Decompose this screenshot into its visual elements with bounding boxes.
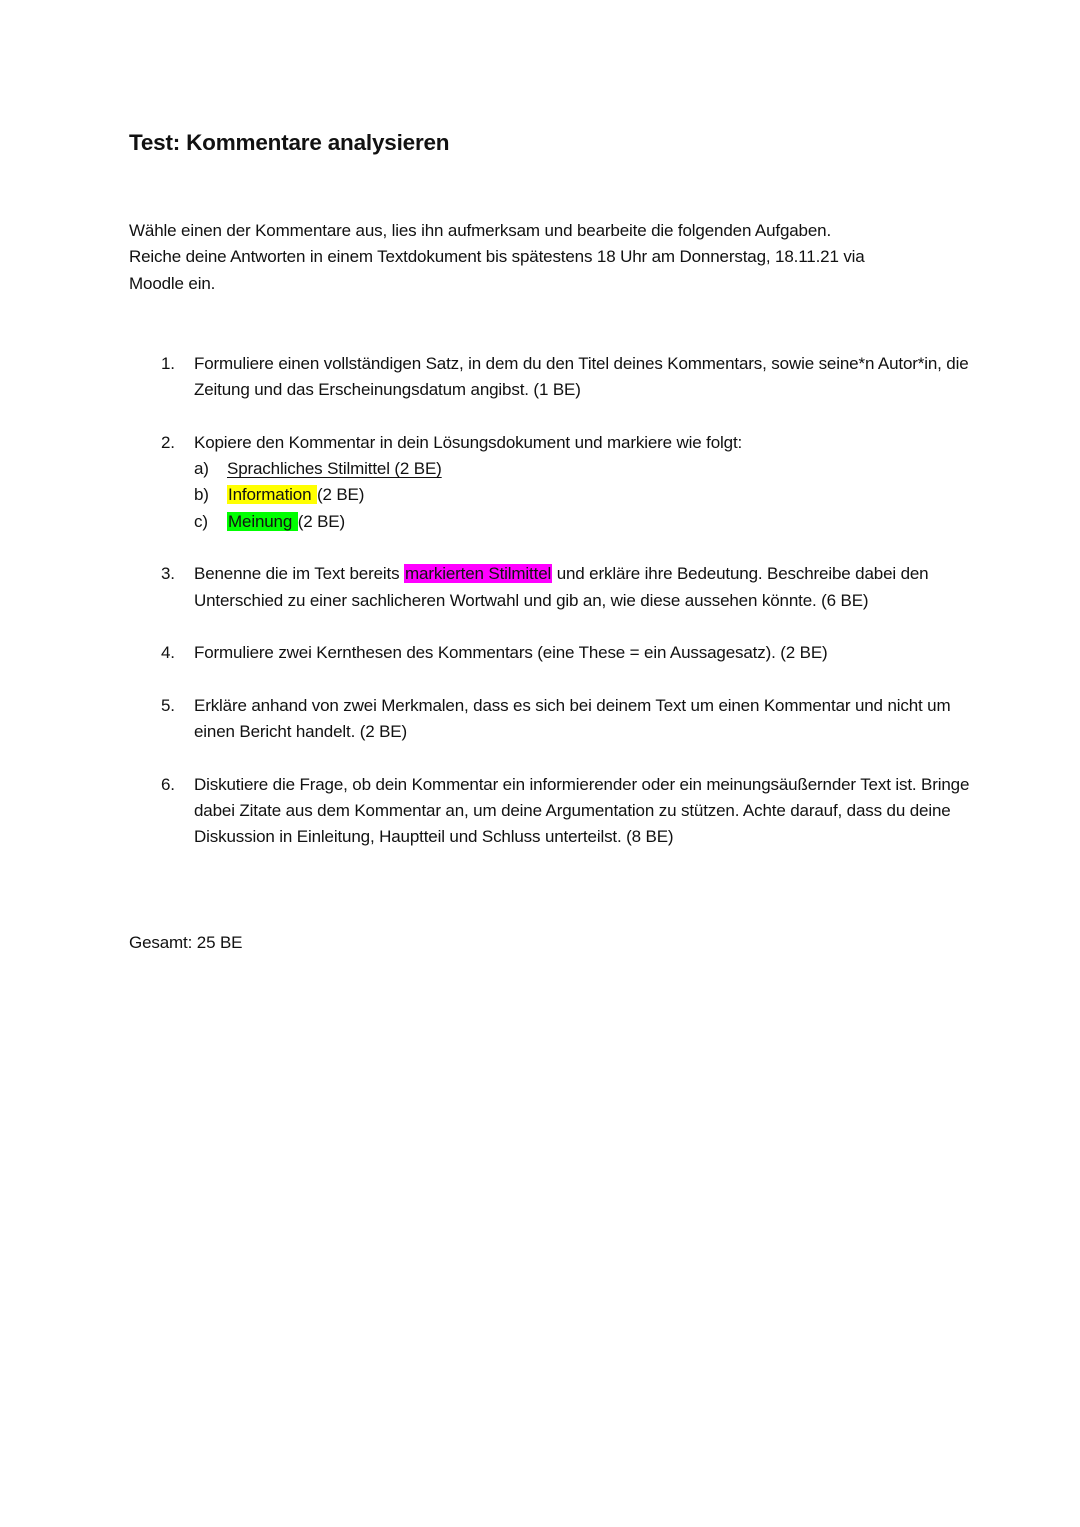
document-title: Test: Kommentare analysieren	[129, 130, 450, 155]
task-number: 4.	[161, 643, 175, 663]
task-text: Formuliere zwei Kernthesen des Kommentars (eine These = ein Aussagesatz). (2 BE)	[194, 643, 828, 663]
task-text: Erkläre anhand von zwei Merkmalen, dass es sich bei deinem Text um einen Kommentar und nicht um einen Bericht handelt. (2 BE)	[194, 695, 951, 742]
task-4	[129, 640, 979, 666]
subitem-a	[194, 456, 979, 482]
subitem-label: c)	[194, 511, 208, 531]
intro-paragraph	[129, 218, 969, 297]
task-text: Diskutiere die Frage, ob dein Kommentar ein informierender oder ein meinungsäußernder Text ist. Bringe dabei Zitate aus dem Kommentar an, um deine Argumentation zu stützen. Achte darauf, dass du deine Diskussion in Einleitung, Hauptteil und Schluss unterteilst. (8 BE)	[194, 774, 970, 847]
task-2	[129, 430, 979, 535]
task-number: 2.	[161, 432, 175, 452]
intro-line: Wähle einen der Kommentare aus, lies ihn aufmerksam und bearbeite die folgenden Aufgaben.	[129, 221, 832, 240]
subitem-label: b)	[194, 485, 209, 505]
task-number: 1.	[161, 354, 175, 373]
subitem-points: (2 BE)	[297, 511, 346, 531]
subitem-points: (2 BE)	[316, 485, 365, 505]
intro-line: Reiche deine Antworten in einem Textdokument bis spätestens 18 Uhr am Donnerstag, 18.11.21 via	[129, 247, 865, 267]
task-text-after: und erkläre ihre Bedeutung. Beschreibe dabei den Unterschied zu einer sachlicheren Wortwahl und gib an, wie diese aussehen könnte. (6 BE)	[194, 564, 929, 610]
task-number: 6.	[161, 774, 175, 794]
subitem-label: a)	[194, 459, 209, 479]
subitem-b	[194, 482, 979, 508]
subitem-c	[194, 509, 979, 535]
task-1	[129, 351, 979, 404]
highlight-magenta: markierten Stilmittel	[405, 564, 552, 584]
task-3	[129, 561, 979, 614]
highlight-yellow: Information	[228, 485, 316, 505]
task-5	[129, 693, 979, 746]
subitem-text-underlined: Sprachliches Stilmittel (2 BE)	[227, 459, 442, 479]
total-points: Gesamt: 25 BE	[129, 933, 243, 952]
task-text: Formuliere einen vollständigen Satz, in dem du den Titel deines Kommentars, sowie seine*n Autor*in, die Zeitung und das Erscheinungsdatum angibst. (1 BE)	[194, 354, 969, 400]
highlight-green: Meinung	[228, 511, 297, 531]
intro-line: Moodle ein.	[129, 273, 216, 293]
task-list	[129, 351, 979, 877]
task-number: 5.	[161, 695, 175, 715]
task-6	[129, 772, 979, 851]
task-text-before: Benenne die im Text bereits	[194, 564, 405, 584]
task-number: 3.	[161, 564, 175, 584]
task-text: Kopiere den Kommentar in dein Lösungsdokument und markiere wie folgt:	[194, 432, 743, 452]
